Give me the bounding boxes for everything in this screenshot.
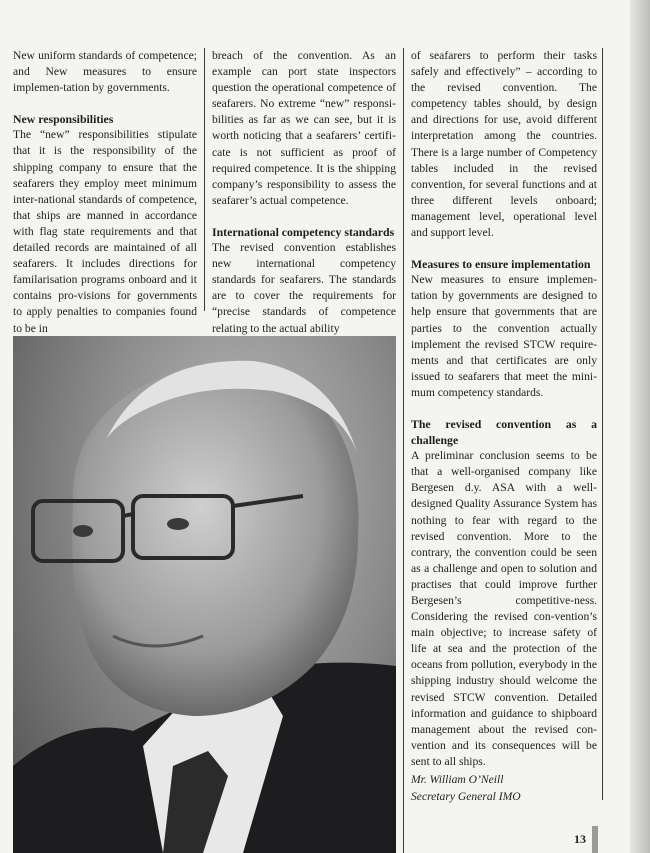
- seafarers-paragraph: of seafarers to perform their tasks safely and effectively” – according to the revised convention. The competency tables should, by design and directions for use, avoid different interpretation among the countries. There is a large number of Competency tables included in the revised convention, for several functions and at three different levels onboard; management level, operational level and support level.: [411, 49, 597, 240]
- column-3: [411, 48, 597, 770]
- heading-competency-standards: International competency standards: [212, 224, 395, 239]
- portrait-illustration: [13, 336, 396, 853]
- column-2: [212, 48, 396, 337]
- competency-paragraph: The revised convention establishes new international competency standards for seafarers. The standards are to cover the requirements for “precise standards of competence relating to the actual ability: [212, 241, 396, 335]
- page-spine-shadow: [630, 0, 650, 853]
- heading-new-responsibilities: New responsibilities: [13, 112, 114, 127]
- page-number: 13: [574, 832, 586, 846]
- caption-title: Secretary General IMO: [411, 789, 521, 803]
- heading-challenge: The revised convention as a challenge: [411, 416, 597, 448]
- intro-paragraph: New uniform standards of competence; and New measures to ensure implemen-tation by governments.: [13, 49, 197, 95]
- column-rule-1: [204, 48, 205, 311]
- caption-name: Mr. William O’Neill: [411, 773, 504, 786]
- measures-paragraph: New measures to ensure implemen-tation by governments are designed to help ensure that governments that are parties to the convention actually implement the revised STCW require-ments and that certificates are only issued to seafarers that meet the mini-mum competency standards.: [411, 273, 597, 399]
- column-rule-3: [602, 48, 603, 800]
- responsibilities-paragraph: The “new” responsibilities stipulate that it is the responsibility of the shipping company to ensure that the seafarers they employ meet minimum inter-national standards of competence, that ships are manned in accordance with flag state requirements and that detailed records are maintained of all seafarers. It includes directions for familarisation programs onboard and it contains pro-visions for governments to apply penalties to companies found to be in: [13, 128, 197, 335]
- challenge-paragraph: A preliminar conclusion seems to be that a well-organised company like Bergesen d.y. ASA with a well-designed Quality Assurance System has nothing to fear with regard to the revised convention. More to the contrary, the convention could be seen as a challenge and open to solution and practises that could improve further Bergesen’s competitive-ness. Considering the revised con-vention’s main objective; to increase safety of life at sea and the protection of the oceans from pollution, everybody in the shipping industry should welcome the revised STCW convention. Detailed information and guidance to shipboard management about the revised con-vention and its consequences will be sent to all ships.: [411, 449, 597, 768]
- portrait-photo: [13, 336, 396, 853]
- column-1: [13, 48, 197, 337]
- photo-caption: [411, 772, 597, 805]
- page-edge-tab: [592, 826, 598, 853]
- column-rule-2: [403, 48, 404, 853]
- breach-paragraph: breach of the convention. As an example can port state inspectors question the operational competence of seafarers. No extreme “new” responsi-bilities as far as we can see, but it is worth noticing that a seafarers’ certifi-cate is not sufficient as proof of required competence. It is the shipping company’s responsibility to assess the seafarer’s actual competence.: [212, 49, 396, 207]
- heading-measures: Measures to ensure implementation: [411, 257, 591, 272]
